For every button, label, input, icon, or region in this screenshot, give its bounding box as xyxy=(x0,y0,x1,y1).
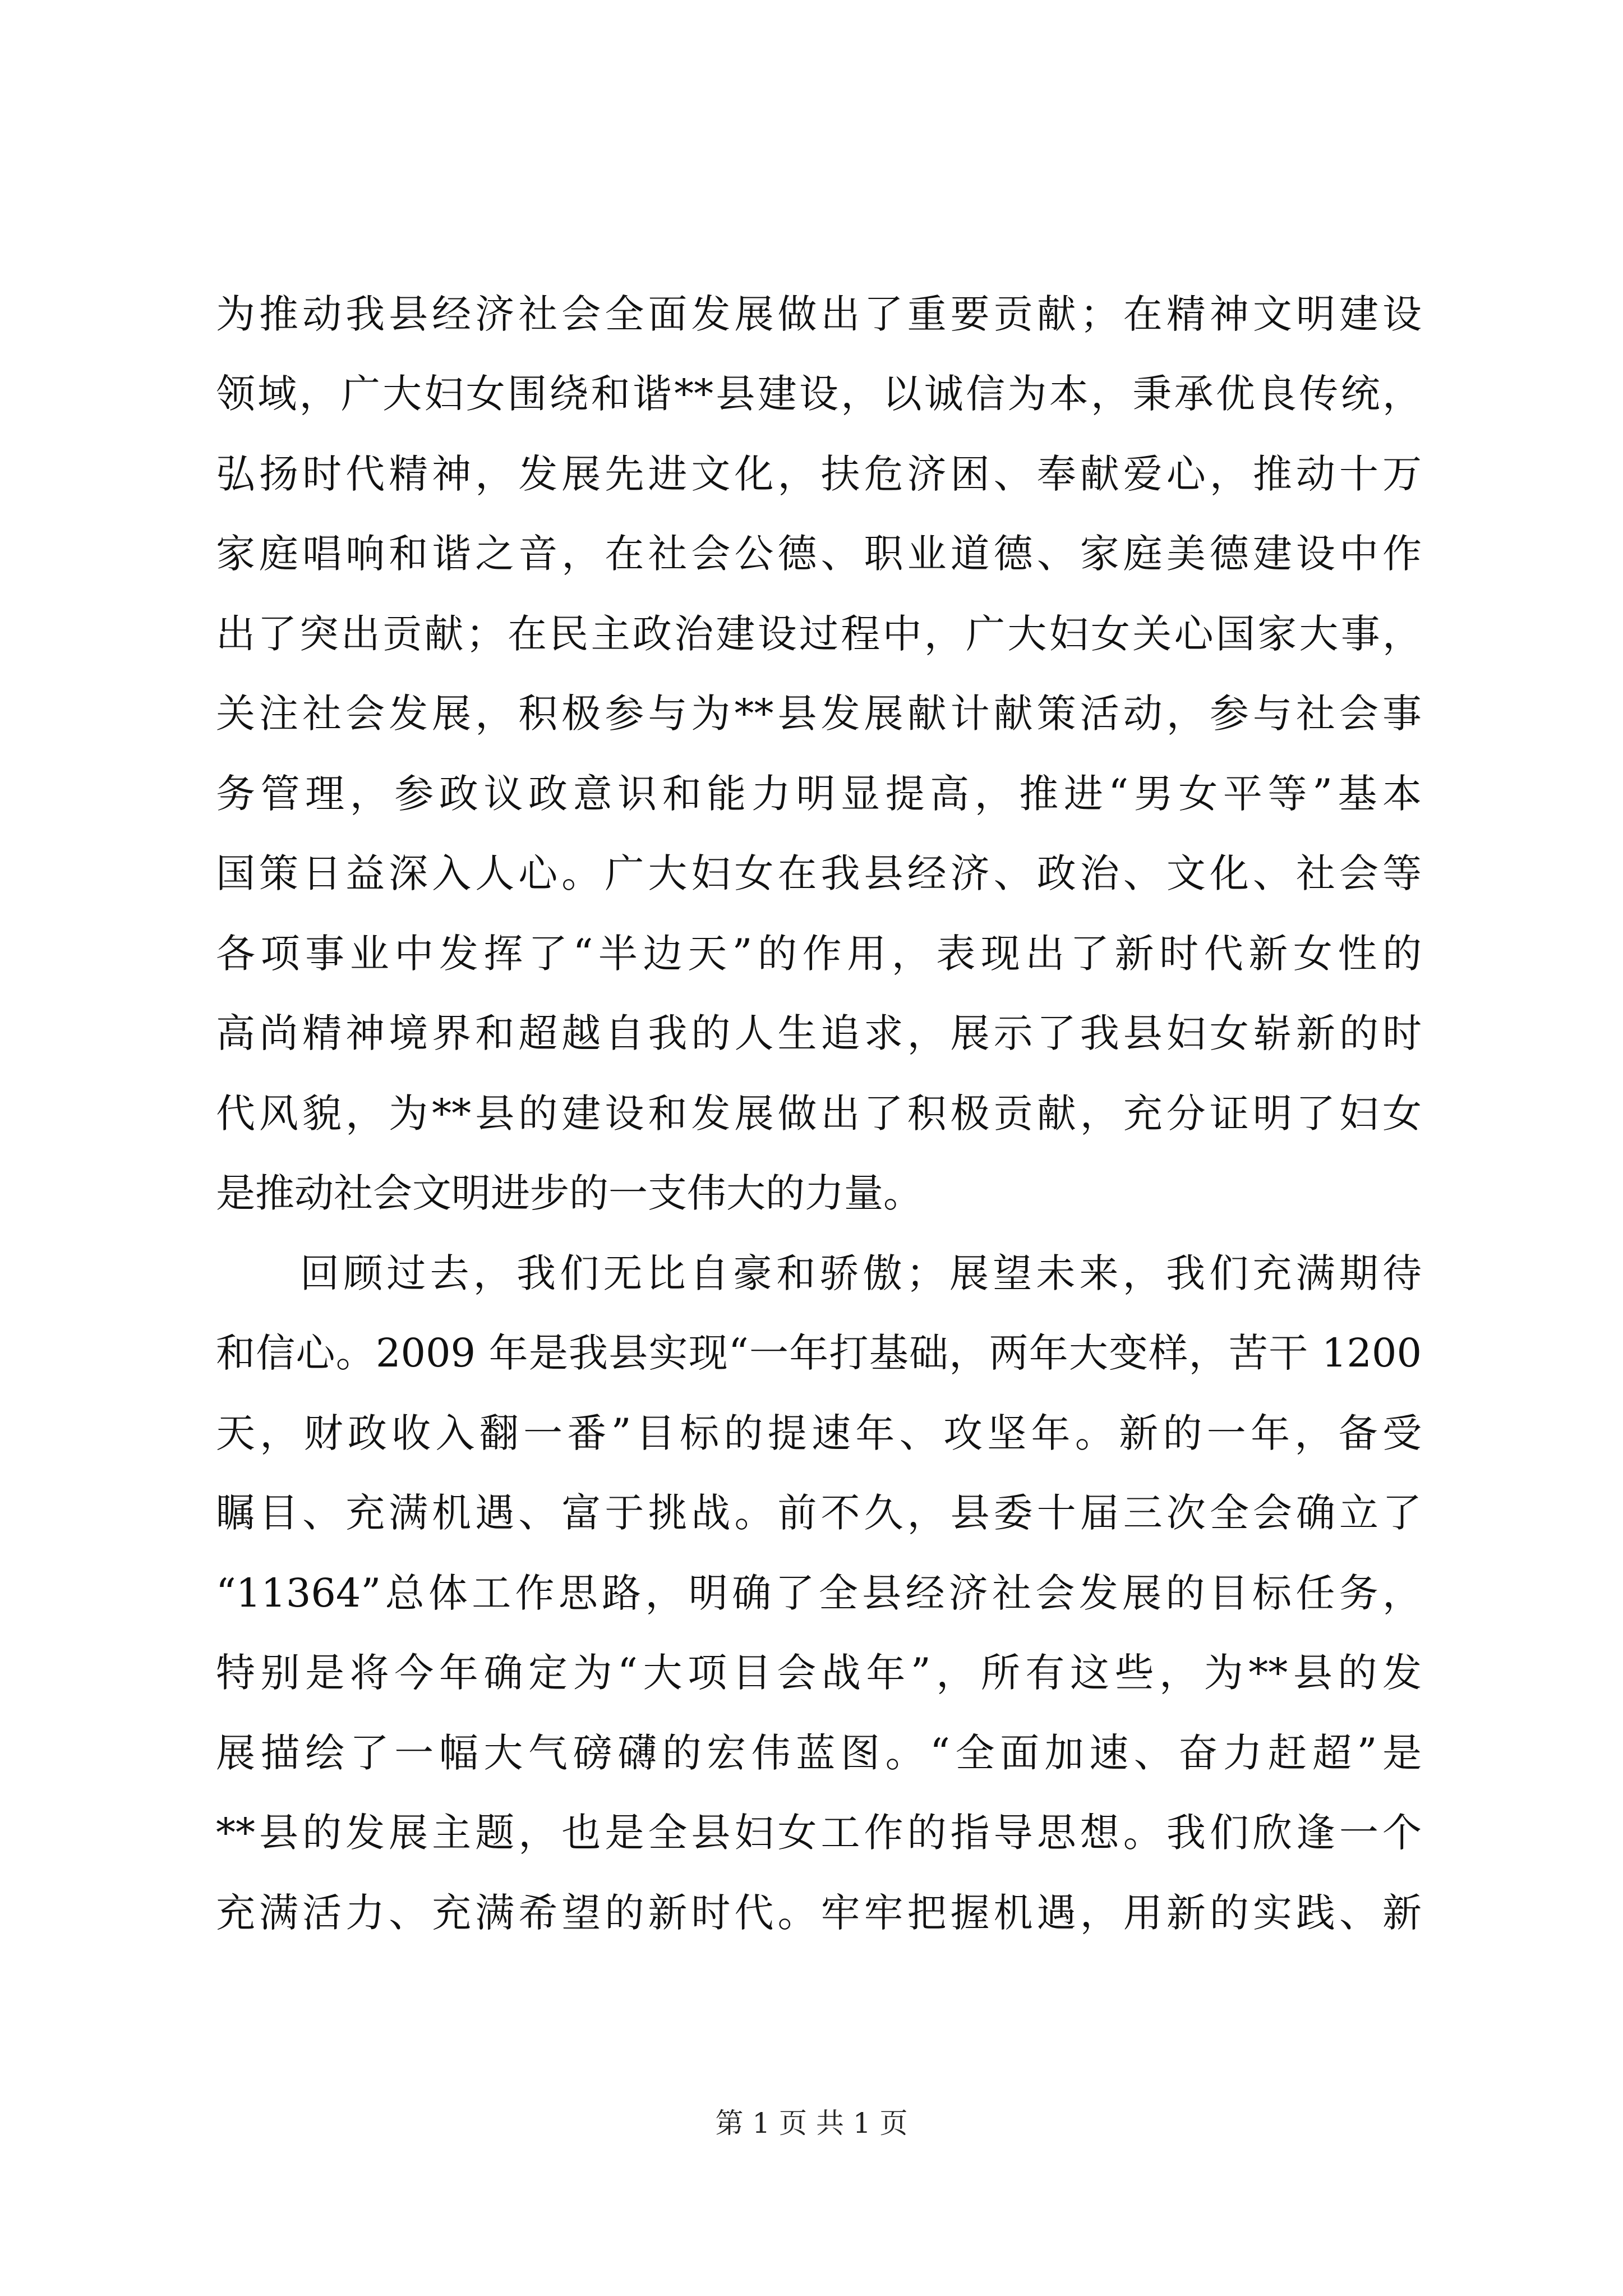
paragraph-line: 回顾过去，我们无比自豪和骄傲；展望未来，我们充满期待 xyxy=(300,1250,1422,1296)
paragraph-line: 关注社会发展，积极参与为**县发展献计献策活动，参与社会事 xyxy=(216,691,1422,737)
paragraph-line: 各项事业中发挥了“半边天”的作用，表现出了新时代新女性的 xyxy=(216,931,1422,977)
paragraph-line: 代风貌，为**县的建设和发展做出了积极贡献，充分证明了妇女 xyxy=(216,1091,1422,1137)
paragraph-line: 为推动我县经济社会全面发展做出了重要贡献；在精神文明建设 xyxy=(216,291,1422,337)
paragraph-line: 特别是将今年确定为“大项目会战年”，所有这些，为**县的发 xyxy=(216,1650,1422,1696)
paragraph-line: 充满活力、充满希望的新时代。牢牢把握机遇，用新的实践、新 xyxy=(216,1890,1422,1936)
paragraph-line: “11364”总体工作思路，明确了全县经济社会发展的目标任务， xyxy=(216,1570,1422,1616)
paragraph-line: 天，财政收入翻一番”目标的提速年、攻坚年。新的一年，备受 xyxy=(216,1410,1422,1456)
paragraph-line: 家庭唱响和谐之音，在社会公德、职业道德、家庭美德建设中作 xyxy=(216,531,1422,577)
paragraph-line: 务管理，参政议政意识和能力明显提高，推进“男女平等”基本 xyxy=(216,771,1422,817)
paragraph-line: 和信心。2009 年是我县实现“一年打基础，两年大变样，苦干 1200 xyxy=(216,1330,1422,1376)
page-footer: 第 1 页 共 1 页 xyxy=(715,2107,908,2139)
paragraph-line: **县的发展主题，也是全县妇女工作的指导思想。我们欣逢一个 xyxy=(216,1810,1422,1856)
paragraph-line: 展描绘了一幅大气磅礴的宏伟蓝图。“全面加速、奋力赶超”是 xyxy=(216,1730,1422,1776)
paragraph-line: 瞩目、充满机遇、富于挑战。前不久，县委十届三次全会确立了 xyxy=(216,1490,1422,1536)
paragraph-line: 出了突出贡献；在民主政治建设过程中，广大妇女关心国家大事， xyxy=(216,611,1422,657)
paragraph-line: 高尚精神境界和超越自我的人生追求，展示了我县妇女崭新的时 xyxy=(216,1010,1422,1056)
paragraph-line: 领域，广大妇女围绕和谐**县建设，以诚信为本，秉承优良传统， xyxy=(216,371,1422,417)
paragraph-line: 弘扬时代精神，发展先进文化，扶危济困、奉献爱心，推动十万 xyxy=(216,451,1422,497)
paragraph-line: 国策日益深入人心。广大妇女在我县经济、政治、文化、社会等 xyxy=(216,850,1422,896)
paragraph-line: 是推动社会文明进步的一支伟大的力量。 xyxy=(216,1170,923,1216)
